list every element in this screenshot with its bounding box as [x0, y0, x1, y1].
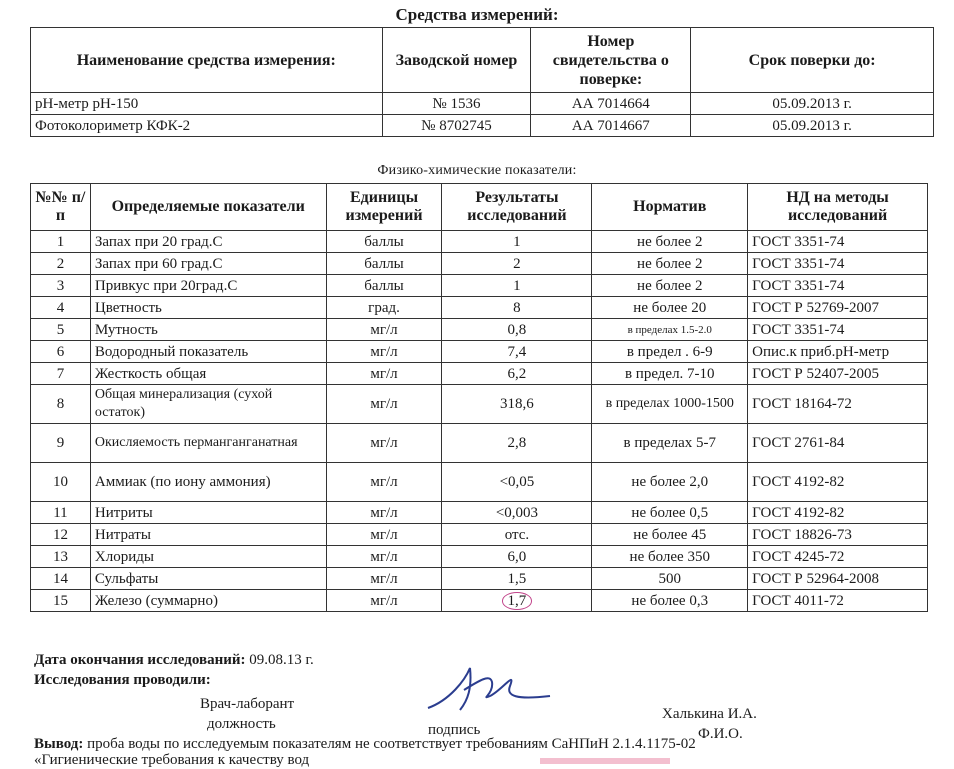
indicator-name: Аммиак (по иону аммония) [90, 463, 326, 502]
result: отс. [442, 524, 592, 546]
row-number: 9 [31, 424, 91, 463]
result: 318,6 [442, 385, 592, 424]
conclusion-label: Вывод: [34, 736, 84, 752]
signature-image [420, 660, 560, 720]
indicators-table [30, 183, 928, 612]
indicator-name: Общая минерализация (сухой остаток) [90, 385, 326, 424]
method-doc: ГОСТ Р 52769-2007 [748, 297, 928, 319]
units: баллы [326, 275, 442, 297]
row-number: 1 [31, 231, 91, 253]
table-row [31, 115, 934, 137]
row-number: 4 [31, 297, 91, 319]
units: мг/л [326, 590, 442, 612]
col-header-instrument-name: Наименование средства измерения: [31, 28, 383, 93]
method-doc: ГОСТ 4011-72 [748, 590, 928, 612]
method-doc: ГОСТ 4245-72 [748, 546, 928, 568]
indicator-name: Привкус при 20град.С [90, 275, 326, 297]
method-doc: ГОСТ 3351-74 [748, 275, 928, 297]
norm: не более 2,0 [592, 463, 748, 502]
row-number: 11 [31, 502, 91, 524]
table-row [31, 385, 928, 424]
red-stamp-mark [540, 758, 670, 764]
indicator-name: Нитраты [90, 524, 326, 546]
table-row [31, 341, 928, 363]
table-row [31, 297, 928, 319]
method-doc: ГОСТ 4192-82 [748, 463, 928, 502]
norm: в предел. 7-10 [592, 363, 748, 385]
method-doc: ГОСТ 4192-82 [748, 502, 928, 524]
indicators-body [31, 231, 928, 612]
table-row [31, 524, 928, 546]
units: мг/л [326, 319, 442, 341]
result: <0,05 [442, 463, 592, 502]
instrument-name: pH-метр pH-150 [31, 93, 383, 115]
end-date-value: 09.08.13 г. [249, 652, 314, 668]
indicator-name: Хлориды [90, 546, 326, 568]
norm: в пределах 5-7 [592, 424, 748, 463]
method-doc: ГОСТ 18164-72 [748, 385, 928, 424]
conclusion-line [34, 736, 696, 753]
units: град. [326, 297, 442, 319]
col-header-indicator: Определяемые показатели [90, 184, 326, 231]
indicators-header-row [31, 184, 928, 231]
signature-caption: подпись [428, 722, 481, 738]
method-doc: Опис.к приб.рН-метр [748, 341, 928, 363]
row-number: 12 [31, 524, 91, 546]
serial-number: № 1536 [382, 93, 531, 115]
result: 1 [442, 231, 592, 253]
norm: не более 2 [592, 231, 748, 253]
position-caption: должность [207, 716, 276, 732]
units: мг/л [326, 341, 442, 363]
col-header-number: №№ п/п [31, 184, 91, 231]
result: 1,5 [442, 568, 592, 590]
col-header-verification-date: Срок поверки до: [691, 28, 934, 93]
col-header-results: Результаты исследований [442, 184, 592, 231]
col-header-method-doc: НД на методы исследований [748, 184, 928, 231]
units: мг/л [326, 424, 442, 463]
method-doc: ГОСТ 3351-74 [748, 319, 928, 341]
conclusion-text: проба воды по исследуемым показателям не соответствует требованиям СаНПиН 2.1.4.1175-02 [87, 736, 696, 752]
certificate-number: АА 7014667 [531, 115, 691, 137]
verification-date: 05.09.2013 г. [691, 93, 934, 115]
units: баллы [326, 231, 442, 253]
verification-date: 05.09.2013 г. [691, 115, 934, 137]
units: мг/л [326, 546, 442, 568]
norm: не более 350 [592, 546, 748, 568]
indicators-title: Физико-химические показатели: [377, 163, 577, 178]
person-name: Халькина И.А. [662, 706, 757, 722]
result: 7,4 [442, 341, 592, 363]
row-number: 5 [31, 319, 91, 341]
row-number: 7 [31, 363, 91, 385]
norm: не более 45 [592, 524, 748, 546]
units: мг/л [326, 568, 442, 590]
norm: в предел . 6-9 [592, 341, 748, 363]
result: 2 [442, 253, 592, 275]
row-number: 14 [31, 568, 91, 590]
units: мг/л [326, 524, 442, 546]
row-number: 6 [31, 341, 91, 363]
end-date-label: Дата окончания исследований: [34, 652, 246, 668]
row-number: 3 [31, 275, 91, 297]
indicator-name: Железо (суммарно) [90, 590, 326, 612]
method-doc: ГОСТ 3351-74 [748, 231, 928, 253]
instruments-header-row [31, 28, 934, 93]
table-row [31, 502, 928, 524]
table-row [31, 546, 928, 568]
table-row [31, 363, 928, 385]
units: мг/л [326, 363, 442, 385]
table-row [31, 253, 928, 275]
col-header-certificate-number: Номер свидетельства о поверке: [531, 28, 691, 93]
units: мг/л [326, 385, 442, 424]
units: мг/л [326, 502, 442, 524]
instruments-table [30, 27, 934, 137]
circled-result: 1,7 [502, 592, 533, 610]
result: 2,8 [442, 424, 592, 463]
indicator-name: Нитриты [90, 502, 326, 524]
norm: не более 20 [592, 297, 748, 319]
method-doc: ГОСТ 18826-73 [748, 524, 928, 546]
conclusion-line-2: «Гигиенические требования к качеству вод [34, 752, 310, 768]
end-date-line [34, 652, 314, 669]
table-row [31, 568, 928, 590]
norm: в пределах 1.5-2.0 [592, 319, 748, 341]
col-header-norm: Норматив [592, 184, 748, 231]
row-number: 2 [31, 253, 91, 275]
norm: 500 [592, 568, 748, 590]
result: <0,003 [442, 502, 592, 524]
table-row [31, 463, 928, 502]
row-number: 10 [31, 463, 91, 502]
method-doc: ГОСТ 3351-74 [748, 253, 928, 275]
col-header-serial-number: Заводской номер [382, 28, 531, 93]
name-caption: Ф.И.О. [698, 726, 743, 742]
units: мг/л [326, 463, 442, 502]
row-number: 15 [31, 590, 91, 612]
table-row [31, 590, 928, 612]
result: 6,0 [442, 546, 592, 568]
instrument-name: Фотоколориметр КФК-2 [31, 115, 383, 137]
result: 1 [442, 275, 592, 297]
indicator-name: Запах при 20 град.С [90, 231, 326, 253]
indicator-name: Окисляемость перманганганатная [90, 424, 326, 463]
method-doc: ГОСТ Р 52964-2008 [748, 568, 928, 590]
norm: в пределах 1000-1500 [592, 385, 748, 424]
indicator-name: Запах при 60 град.С [90, 253, 326, 275]
indicator-name: Водородный показатель [90, 341, 326, 363]
certificate-number: АА 7014664 [531, 93, 691, 115]
indicator-name: Цветность [90, 297, 326, 319]
table-row [31, 424, 928, 463]
indicator-name: Мутность [90, 319, 326, 341]
method-doc: ГОСТ 2761-84 [748, 424, 928, 463]
indicator-name: Жесткость общая [90, 363, 326, 385]
result [442, 590, 592, 612]
serial-number: № 8702745 [382, 115, 531, 137]
table-row [31, 275, 928, 297]
norm: не более 2 [592, 253, 748, 275]
row-number: 8 [31, 385, 91, 424]
table-row [31, 319, 928, 341]
col-header-units: Единицы измерений [326, 184, 442, 231]
norm: не более 0,3 [592, 590, 748, 612]
conducted-label: Исследования проводили: [34, 672, 211, 688]
table-row [31, 93, 934, 115]
norm: не более 0,5 [592, 502, 748, 524]
instruments-title: Средства измерений: [395, 5, 559, 24]
indicator-name: Сульфаты [90, 568, 326, 590]
result: 6,2 [442, 363, 592, 385]
table-row [31, 231, 928, 253]
row-number: 13 [31, 546, 91, 568]
result: 8 [442, 297, 592, 319]
method-doc: ГОСТ Р 52407-2005 [748, 363, 928, 385]
position-value: Врач-лаборант [200, 696, 295, 712]
units: баллы [326, 253, 442, 275]
result: 0,8 [442, 319, 592, 341]
norm: не более 2 [592, 275, 748, 297]
